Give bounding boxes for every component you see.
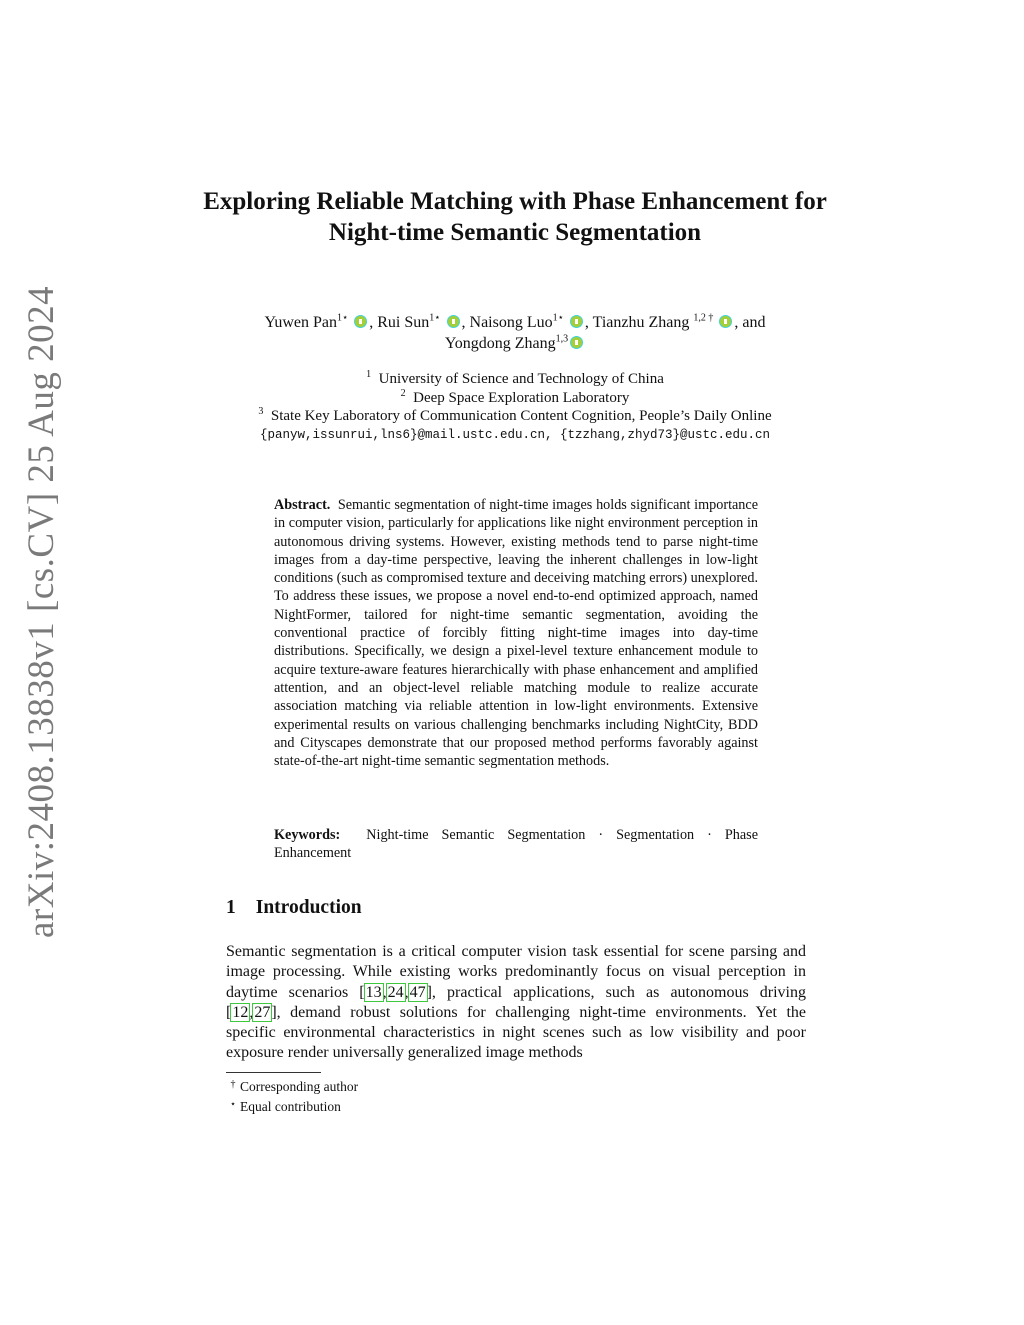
affiliation-text: Deep Space Exploration Laboratory	[413, 389, 630, 406]
author-name: Rui Sun	[377, 314, 430, 331]
affiliations	[200, 370, 830, 444]
orcid-icon[interactable]	[570, 315, 583, 328]
affiliation-text: State Key Laboratory of Communication Content Cognition, People’s Daily Online	[270, 408, 772, 424]
affiliation-text: University of Science and Technology of China	[378, 371, 664, 387]
footnote-mark: ⋆	[229, 1099, 237, 1110]
keywords-label: Keywords:	[274, 827, 341, 843]
intro-text: ], demand robust solutions for challenging night-time environments. Yet the specific environmental characteristics in night scenes such as low visibility and poor exposure render universally generalized image methods	[226, 1003, 806, 1062]
orcid-icon[interactable]	[354, 315, 367, 328]
author-name: Yuwen Pan	[264, 314, 337, 331]
author-name: Yongdong Zhang	[444, 335, 556, 352]
author-sep: ,	[461, 314, 470, 331]
keywords	[274, 826, 758, 863]
citation-link[interactable]: 13	[365, 983, 382, 1001]
keywords-text: Night-time Semantic Segmentation · Segmentation · Phase Enhancement	[274, 827, 759, 862]
orcid-icon[interactable]	[447, 315, 460, 328]
footnote	[226, 1076, 358, 1096]
affiliation-sup: 2	[400, 387, 406, 399]
footnote-mark: †	[230, 1079, 236, 1090]
author-sup: 1,2 †	[693, 312, 714, 324]
affiliation-line	[200, 389, 830, 408]
affiliation-line	[200, 370, 830, 389]
abstract-label: Abstract.	[274, 497, 331, 513]
section-title: Introduction	[255, 897, 362, 918]
abstract-text: Semantic segmentation of night-time images holds significant importance in computer vision, particularly for applications like night environment perception in autonomous driving systems. However, existing methods tend to parse night-time images from a day-time perspective, leaving the inherent challenges in low-light conditions (such as compromised texture and deceiving matching errors) unexplored. To address these issues, we propose a novel end-to-end optimized approach, named NightFormer, tailored for night-time semantic segmentation, avoiding the conventional practice of forcibly fitting night-time images into day-time distributions. Specifically, we design a pixel-level texture enhancement module to acquire texture-aware features hierarchically with phase enhancement and amplified attention, and an object-level reliable matching module to realize accurate association matching via reliable attention in low-light environments. Extensive experimental results on various challenging benchmarks including NightCity, BDD and Cityscapes demonstrate that our proposed method performs favorably against state-of-the-art night-time semantic segmentation methods.	[274, 497, 758, 770]
author-emails[interactable]: {panyw,issunrui,lns6}@mail.ustc.edu.cn, {tzzhang,zhyd73}@ustc.edu.cn	[259, 427, 771, 442]
paper-title: Exploring Reliable Matching with Phase Enhancement for Night-time Semantic Segmentation	[203, 188, 827, 246]
orcid-icon[interactable]	[719, 315, 732, 328]
footnote	[226, 1096, 358, 1116]
author-sep: ,	[369, 314, 378, 331]
abstract	[274, 496, 758, 770]
orcid-icon[interactable]	[570, 336, 583, 349]
section-heading	[226, 897, 362, 919]
author-sup: 1⋆	[336, 312, 349, 324]
intro-text: ], practical applications, such as autonomous driving [	[226, 983, 806, 1021]
author-sup: 1⋆	[429, 312, 441, 324]
author-list	[200, 312, 830, 354]
footnote-rule	[226, 1072, 321, 1073]
affiliation-line	[200, 407, 830, 426]
author-sep: , and	[734, 314, 766, 331]
intro-text: Semantic segmentation is a critical computer vision task essential for scene parsing and image processing. While existing works predominantly focus on visual perception in daytime scenarios [	[226, 943, 806, 1001]
section-number: 1	[226, 897, 236, 918]
author-sup: 1,3	[555, 333, 569, 345]
citation-link[interactable]: 27	[254, 1003, 271, 1021]
author-sup: 1⋆	[552, 312, 564, 324]
intro-paragraph: Semantic segmentation is a critical computer vision task essential for scene parsing and image processing. While existing works predominantly focus on visual perception in daytime scenarios [13,24,47], practical applications, such as autonomous driving [12,27], demand robust solutions for challenging night-time environments. Yet the specific environmental characteristics in night scenes such as low visibility and poor exposure render universally generalized image methods	[226, 943, 806, 1062]
author-name: Tianzhu Zhang	[592, 314, 694, 331]
affiliation-sup: 1	[366, 369, 372, 380]
author-name: Naisong Luo	[469, 314, 553, 331]
citation-link[interactable]: 12	[232, 1003, 249, 1021]
footnote-text: Equal contribution	[240, 1099, 341, 1114]
citation-link[interactable]: 24	[387, 983, 404, 1001]
author-sep: ,	[584, 314, 593, 331]
citation-link[interactable]: 47	[409, 983, 426, 1001]
footnote-text: Corresponding author	[240, 1079, 359, 1094]
footnotes	[226, 1076, 358, 1116]
arxiv-watermark: arXiv:2408.13838v1 [cs.CV] 25 Aug 2024	[21, 285, 62, 938]
affiliation-sup: 3	[258, 406, 264, 417]
